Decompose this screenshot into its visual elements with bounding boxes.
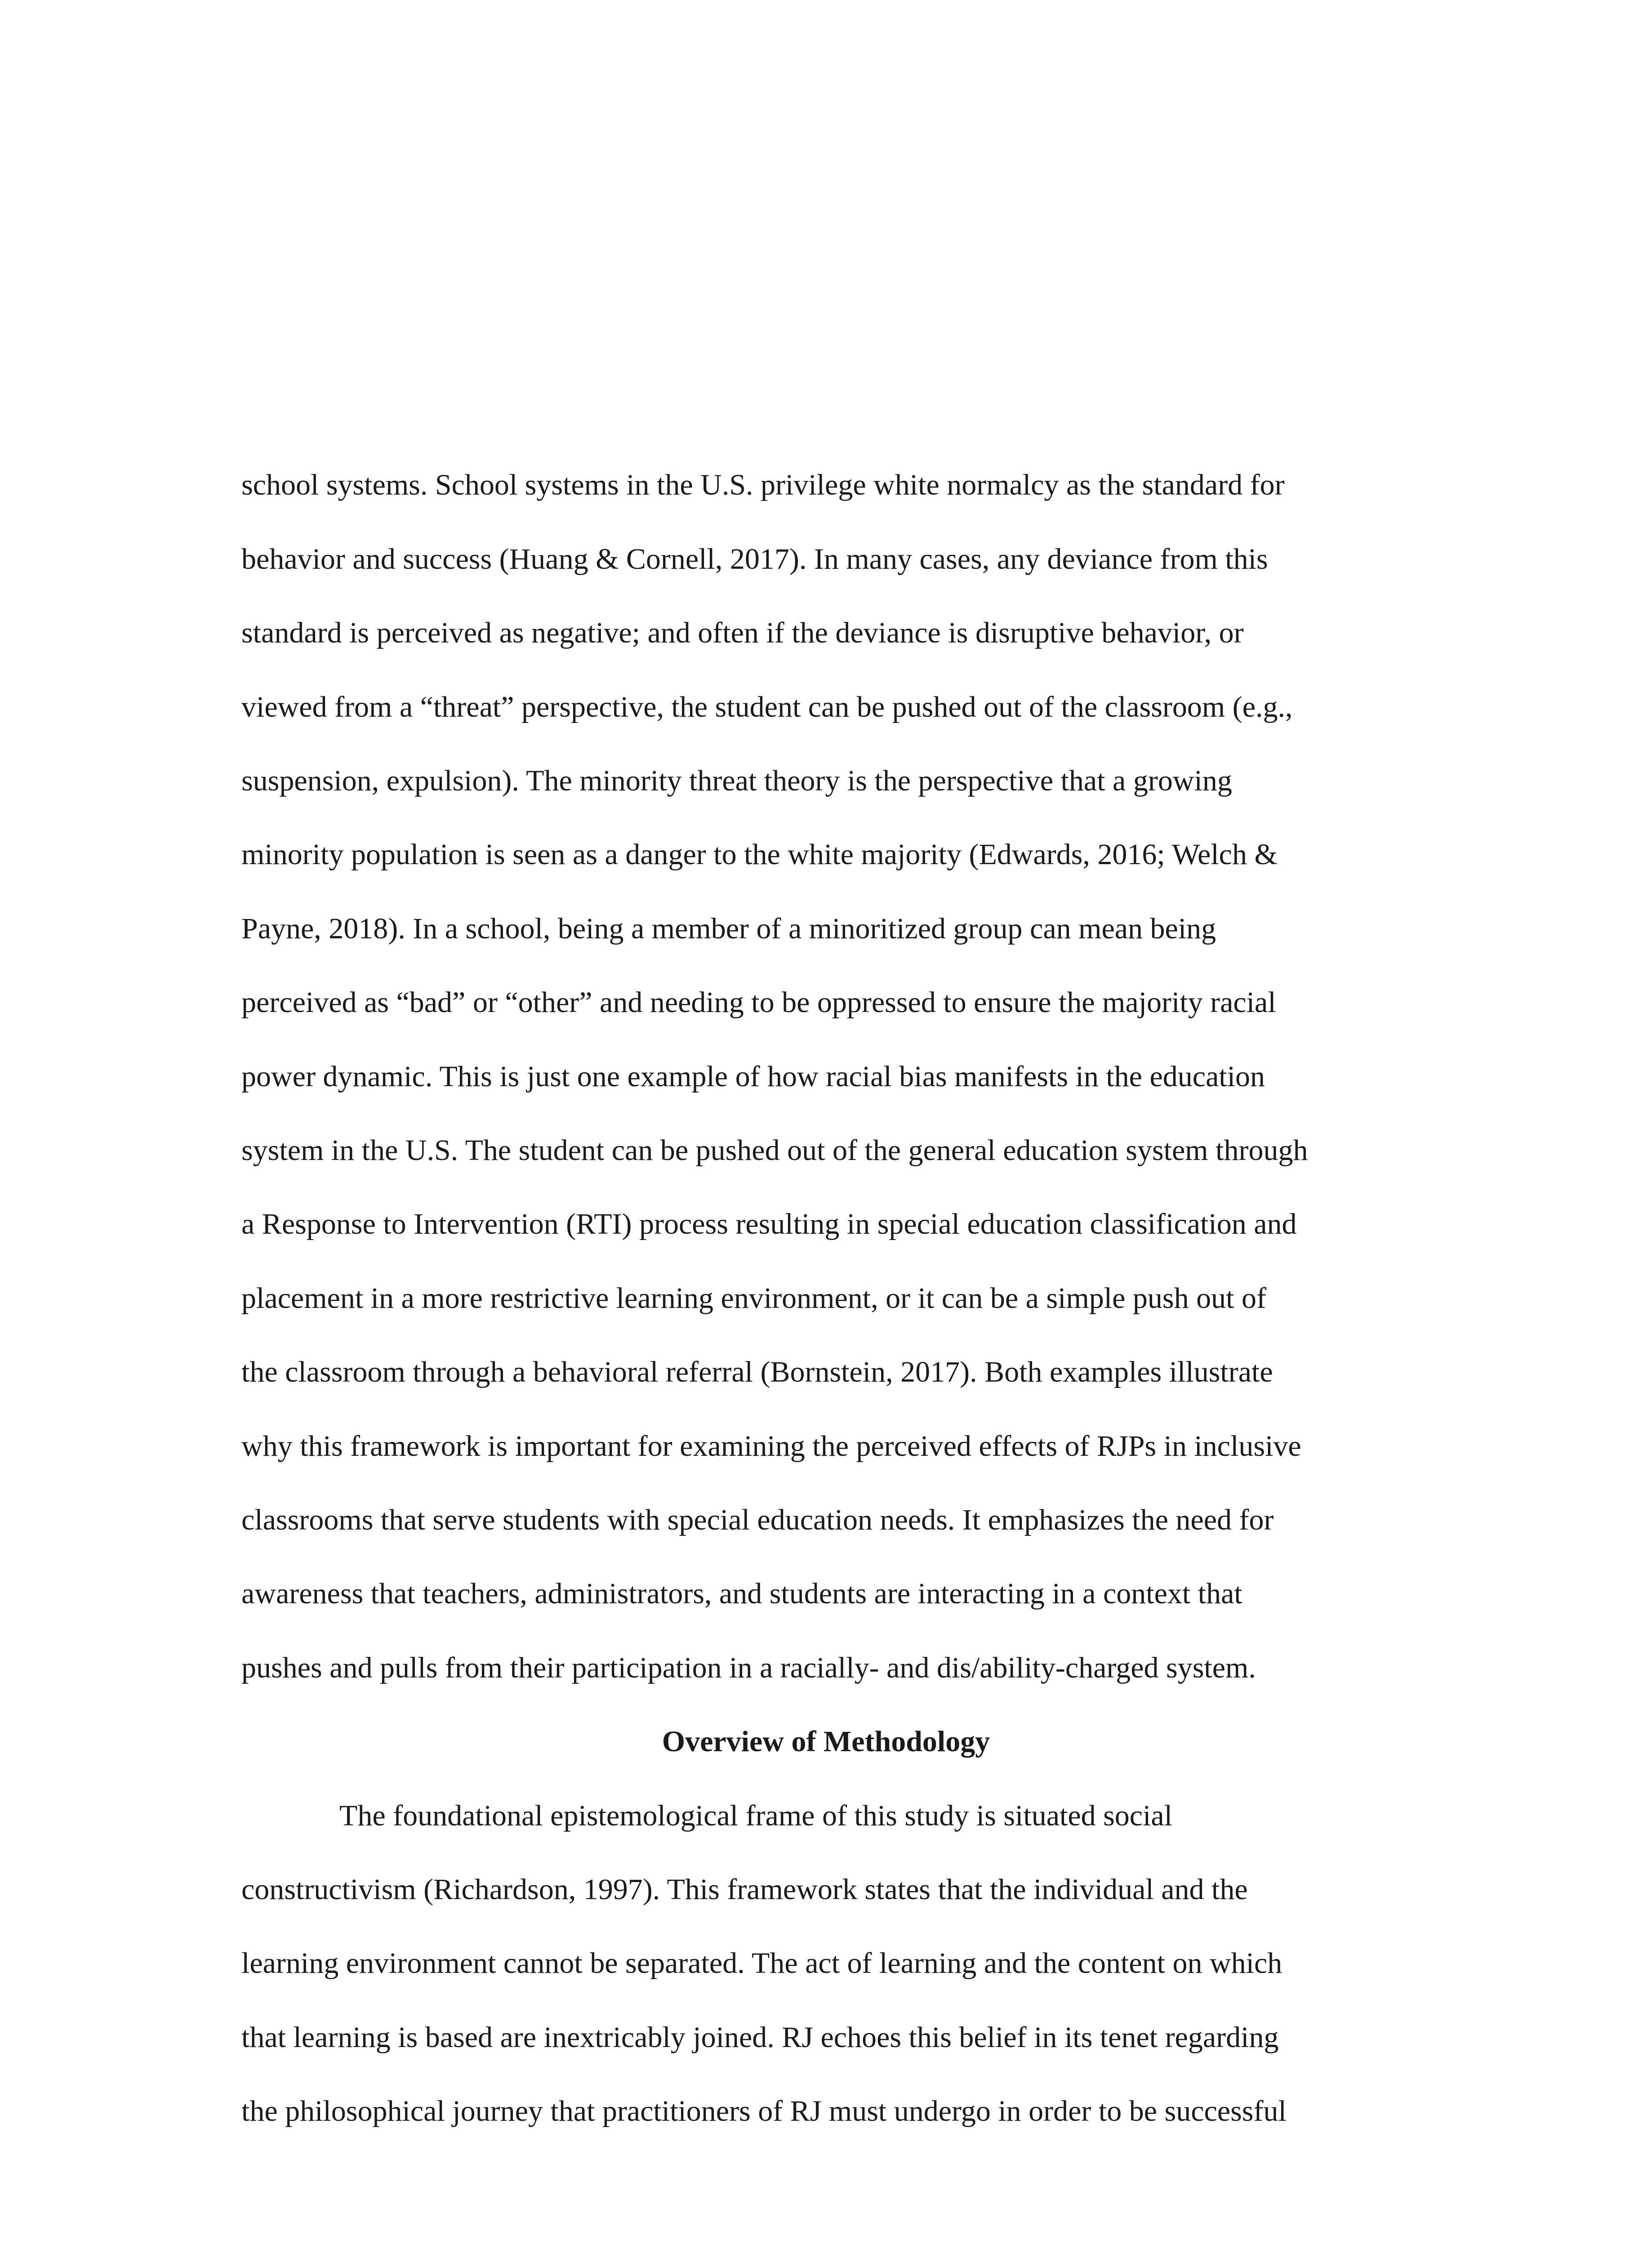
body-text-line: Payne, 2018). In a school, being a member of a minoritized group can mean being [241,912,1216,945]
body-text-line: the philosophical journey that practitioners of RJ must undergo in order to be successful [241,2095,1287,2128]
body-text-line: suspension, expulsion). The minority threat theory is the perspective that a growing [241,764,1232,797]
body-text-line: placement in a more restrictive learning environment, or it can be a simple push out of [241,1282,1266,1315]
body-text-line: perceived as “bad” or “other” and needing to be oppressed to ensure the majority racial [241,986,1276,1019]
body-text-line: a Response to Intervention (RTI) process resulting in special education classification and [241,1208,1297,1240]
body-text-line: pushes and pulls from their participation in a racially- and dis/ability-charged system. [241,1651,1256,1684]
body-text-line: viewed from a “threat” perspective, the student can be pushed out of the classroom (e.g., [241,691,1293,723]
body-text-line: behavior and success (Huang & Cornell, 2017). In many cases, any deviance from this [241,543,1268,575]
body-text-line: minority population is seen as a danger to the white majority (Edwards, 2016; Welch & [241,838,1278,871]
body-text-line: classrooms that serve students with special education needs. It emphasizes the need for [241,1503,1274,1536]
body-text-line: school systems. School systems in the U.S. privilege white normalcy as the standard for [241,468,1285,501]
section-heading: Overview of Methodology [662,1725,990,1758]
body-text-line: system in the U.S. The student can be pushed out of the general education system through [241,1134,1308,1167]
body-text-line: constructivism (Richardson, 1997). This framework states that the individual and the [241,1873,1248,1906]
body-text-line: that learning is based are inextricably joined. RJ echoes this belief in its tenet regarding [241,2021,1279,2054]
body-text-line: why this framework is important for examining the perceived effects of RJPs in inclusive [241,1430,1301,1463]
body-text-line: power dynamic. This is just one example of how racial bias manifests in the education [241,1060,1265,1093]
body-text-line: learning environment cannot be separated. The act of learning and the content on which [241,1947,1282,1980]
body-text-line: The foundational epistemological frame of this study is situated social [339,1799,1173,1832]
body-text-line: awareness that teachers, administrators, and students are interacting in a context that [241,1577,1242,1610]
body-text-line: standard is perceived as negative; and often if the deviance is disruptive behavior, or [241,616,1244,649]
body-text-line: the classroom through a behavioral referral (Bornstein, 2017). Both examples illustrate [241,1356,1273,1388]
